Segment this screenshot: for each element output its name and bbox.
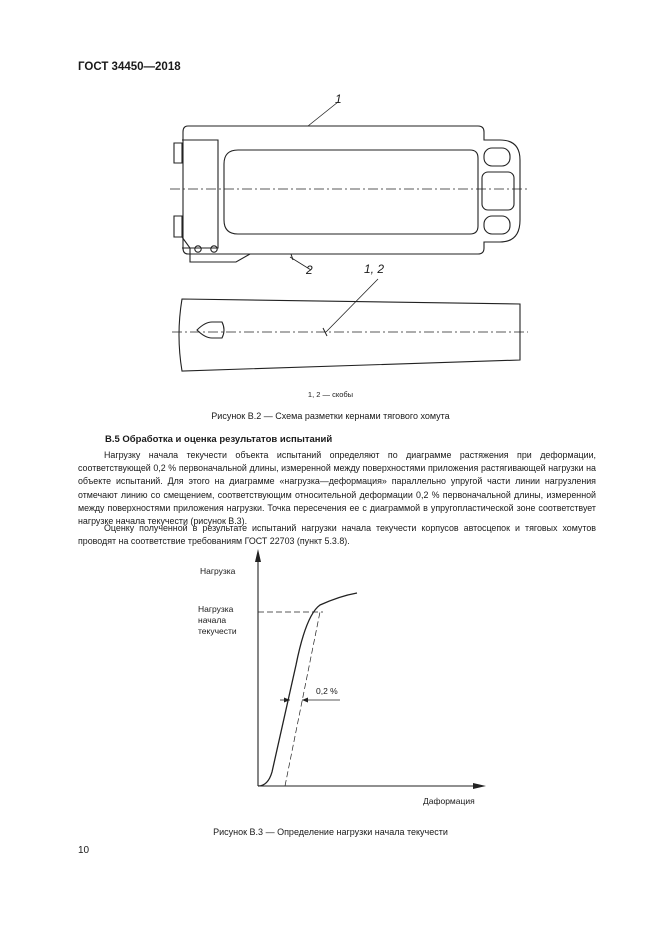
yield-label-line3: текучести [198,626,237,636]
callout-1: 1 [335,92,342,106]
offset-label: 0,2 % [316,686,338,696]
yield-label-line1: Нагрузка [198,604,234,614]
page-number: 10 [78,845,90,856]
callout-1-2: 1, 2 [364,262,385,276]
x-axis-label: Даформация [423,796,475,806]
figure-b2-legend: 1, 2 — скобы [307,390,354,399]
figure-b3-caption: Рисунок В.3 — Определение нагрузки начала текучести [213,827,448,837]
callout-2: 2 [306,263,313,277]
document-header: ГОСТ 34450—2018 [78,61,181,73]
paragraph-2: Оценку полученной в результате испытаний нагрузки начала текучести корпусов автосцепок и тяговых хомутов проводят на соответствие требованиям ГОСТ 22703 (пункт 5.3.8). [78,523,596,547]
section-title: В.5 Обработка и оценка результатов испытаний [105,434,333,445]
y-axis-label: Нагрузка [200,566,236,576]
paragraph-1: Нагрузку начала текучести объекта испытаний определяют по диаграмме растяжения при деформации, соответствующей 0,2 % первоначальной длины, измеренной между поверхностями приложения растягивающей нагрузки на объекте испытаний. Для этого на диаграмме «нагрузка—деформация» параллельно упругой части линии нагрузления отмечают линию со смещением, соответствующим относительной деформации 0,2 % первоначальной длины, измеренной между поверхностями приложения нагрузки. Точка пересечения ее с диаграммой в упругопластической зоне соответствует нагрузке начала текучести (рисунок В.3). [78,450,596,527]
figure-b2-caption: Рисунок В.2 — Схема разметки кернами тягового хомута [211,411,450,421]
yield-label-line2: начала [198,615,227,625]
